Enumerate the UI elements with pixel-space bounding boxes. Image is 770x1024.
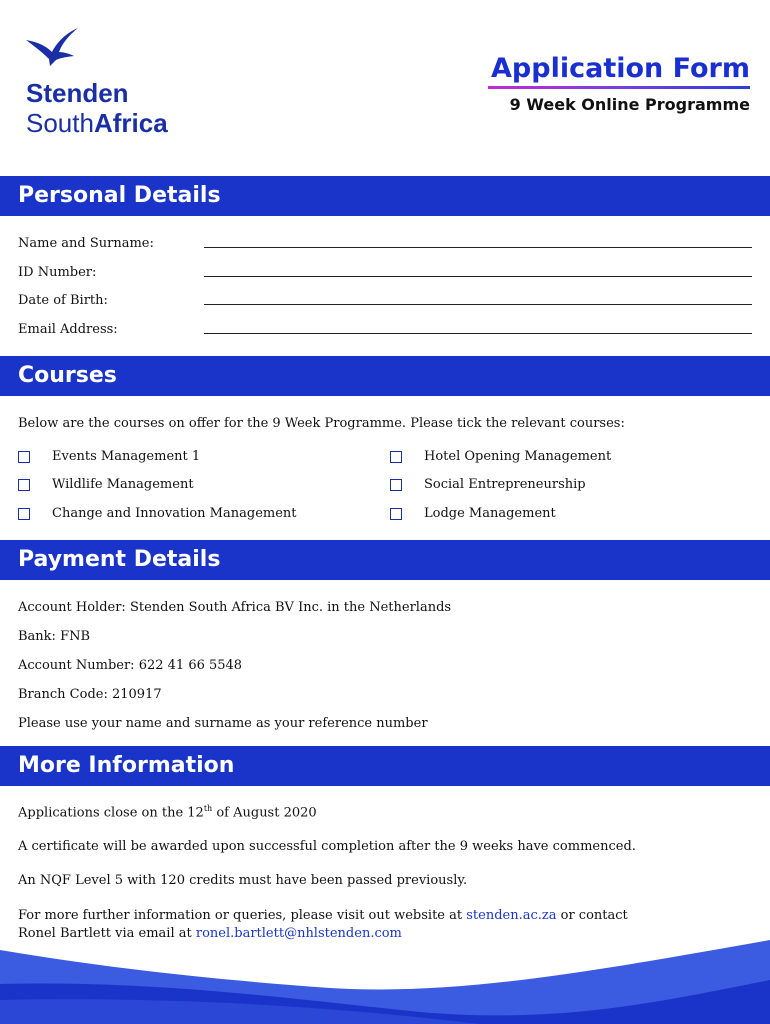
logo-line1: Stenden — [26, 78, 129, 108]
course-label: Hotel Opening Management — [424, 449, 612, 464]
course-label: Events Management 1 — [52, 449, 201, 464]
logo-wordmark — [26, 78, 168, 138]
closing-date-prefix: Applications close on the 12 — [18, 805, 204, 821]
field-input-line[interactable] — [204, 333, 752, 334]
info-contact-line2 — [18, 926, 402, 941]
section-courses: Courses — [0, 356, 770, 396]
page-subtitle: 9 Week Online Programme — [509, 95, 750, 114]
page-title: Application Form — [491, 53, 750, 84]
payment-branch-code: Branch Code: 210917 — [18, 687, 162, 702]
payment-account-holder: Account Holder: Stenden South Africa BV Inc. in the Netherlands — [18, 600, 452, 615]
footer-waves — [0, 940, 770, 1024]
swallow-icon — [24, 26, 80, 68]
logo-line2 — [26, 108, 168, 138]
contact-line2-prefix: Ronel Bartlett via email at — [18, 926, 196, 941]
section-personal-details: Personal Details — [0, 176, 770, 216]
field-label: Date of Birth: — [18, 293, 108, 308]
checkbox[interactable] — [18, 451, 30, 463]
contact-mid: or contact — [556, 908, 628, 923]
title-block — [488, 52, 750, 114]
website-link[interactable]: stenden.ac.za — [466, 908, 557, 923]
payment-reference-note: Please use your name and surname as your reference number — [18, 716, 428, 731]
section-payment-details: Payment Details — [0, 540, 770, 580]
field-label: Email Address: — [18, 322, 118, 337]
course-label: Wildlife Management — [52, 477, 194, 492]
checkbox[interactable] — [18, 479, 30, 491]
payment-bank: Bank: FNB — [18, 629, 91, 644]
field-name-surname[interactable] — [18, 236, 752, 256]
info-contact-line1 — [18, 908, 628, 923]
course-label: Change and Innovation Management — [52, 506, 297, 521]
info-certificate: A certificate will be awarded upon successful completion after the 9 weeks have commenced. — [18, 839, 636, 854]
field-date-of-birth[interactable] — [18, 293, 752, 313]
field-email-address[interactable] — [18, 322, 752, 342]
closing-date-suffix: of August 2020 — [212, 805, 317, 821]
courses-intro: Below are the courses on offer for the 9 Week Programme. Please tick the relevant courses: — [18, 416, 625, 431]
section-more-information: More Information — [0, 746, 770, 786]
logo-line2-part1: South — [26, 108, 94, 138]
course-label: Lodge Management — [424, 506, 556, 521]
logo-line2-part2: Africa — [93, 108, 168, 138]
checkbox[interactable] — [18, 508, 30, 520]
checkbox[interactable] — [390, 451, 402, 463]
field-input-line[interactable] — [204, 247, 752, 248]
field-label: ID Number: — [18, 265, 97, 280]
field-label: Name and Surname: — [18, 236, 154, 251]
checkbox[interactable] — [390, 479, 402, 491]
course-label: Social Entrepreneurship — [424, 477, 586, 492]
checkbox[interactable] — [390, 508, 402, 520]
title-underline — [488, 86, 750, 89]
email-link[interactable]: ronel.bartlett@nhlstenden.com — [195, 926, 402, 941]
contact-prefix: For more further information or queries, please visit out website at — [18, 908, 467, 923]
field-input-line[interactable] — [204, 276, 752, 277]
field-input-line[interactable] — [204, 304, 752, 305]
info-nqf-requirement: An NQF Level 5 with 120 credits must have been passed previously. — [18, 873, 468, 888]
info-closing-date — [18, 804, 317, 820]
payment-account-number: Account Number: 622 41 66 5548 — [18, 658, 243, 673]
field-id-number[interactable] — [18, 265, 752, 285]
closing-date-sup: th — [203, 804, 213, 813]
